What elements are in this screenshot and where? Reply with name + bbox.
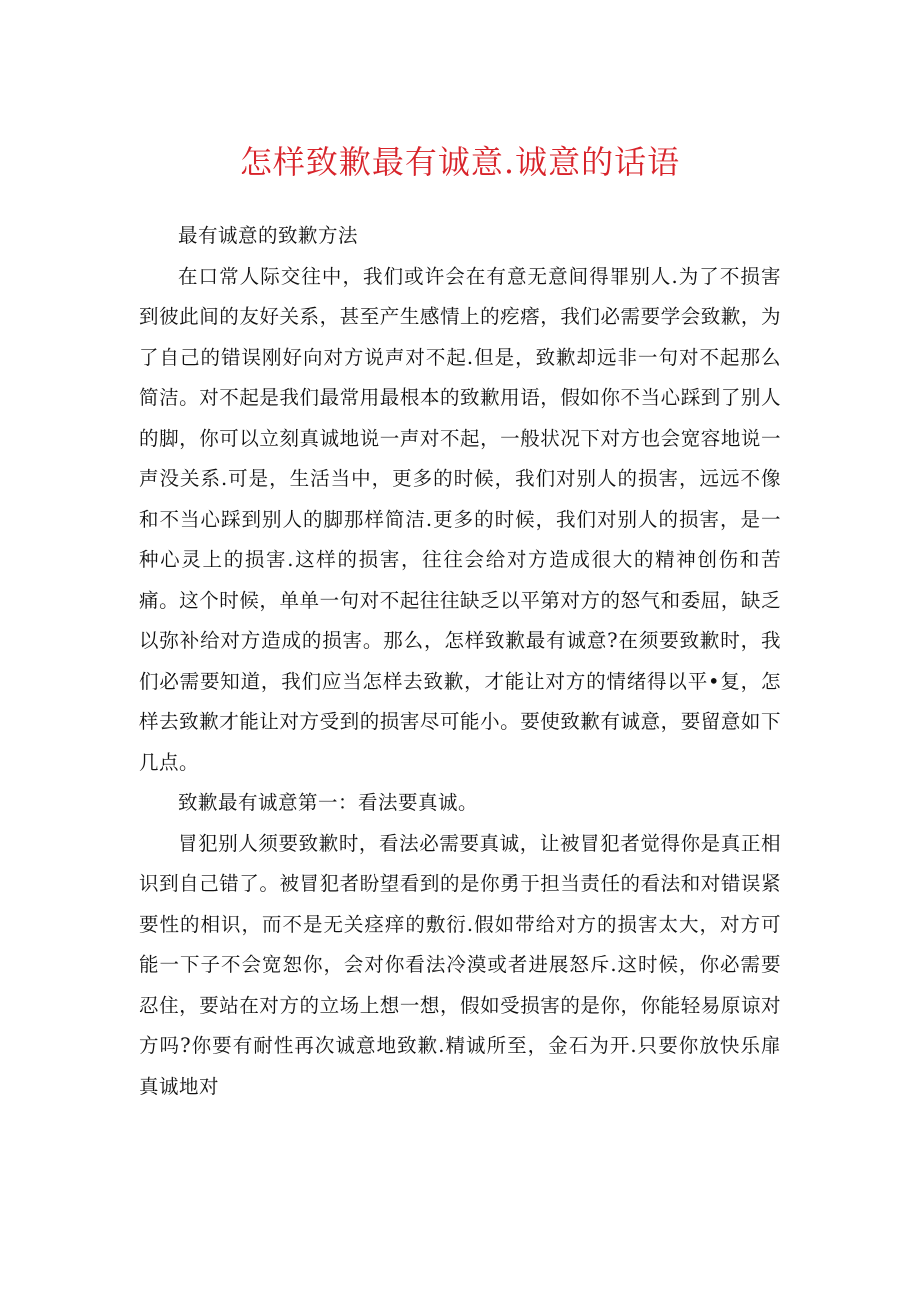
section-heading: 致歉最有诚意第一：看法要真诚。 [178, 791, 479, 814]
body-paragraph: 在口常人际交往中，我们或许会在有意无意间得罪别人.为了不损害到彼此间的友好关系，甚至产生感情上的疙瘩，我们必需要学会致歉，为了自己的错误刚好向对方说声对不起.但是，致歉却远非一句对不起那么简洁。对不起是我们最常用最根本的致歉用语，假如你不当心踩到了别人的脚，你可以立刻真诚地说一声对不起，一般状况下对方也会宽容地说一声没关系.可是，生活当中，更多的时候，我们对别人的损害，远远不像和不当心踩到别人的脚那样简洁.更多的时候，我们对别人的损害，是一种心灵上的损害.这样的损害，往往会给对方造成很大的精神创伤和苦痛。这个时候，单单一句对不起往往缺乏以平第对方的怒气和委屈，缺乏以弥补给对方造成的损害。那么，怎样致歉最有诚意?在须要致歉时，我们必需要知道，我们应当怎样去致歉，才能让对方的情绪得以平•复，怎样去致歉才能让对方受到的损害尽可能小。要使致歉有诚意，要留意如下几点。 [139, 264, 781, 774]
document-title: 怎样致歉最有诚意.诚意的话语 [239, 143, 681, 181]
section-heading: 最有诚意的致歉方法 [178, 224, 359, 247]
document-body [139, 216, 781, 1107]
body-paragraph: 冒犯别人须要致歉时，看法必需要真诚，让被冒犯者觉得你是真正相识到自己错了。被冒犯者盼望看到的是你勇于担当责任的看法和对错误紧要性的相识，而不是无关痉痒的敷衍.假如带给对方的损害太大，对方可能一下子不会宽恕你，会对你看法冷漠或者进展怒斥.这时候，你必需要忍住，要站在对方的立场上想一想，假如受损害的是你，你能轻易原谅对方吗?你要有耐性再次诚意地致歉.精诚所至，金石为开.只要你放快乐扉真诚地对 [139, 831, 781, 1098]
